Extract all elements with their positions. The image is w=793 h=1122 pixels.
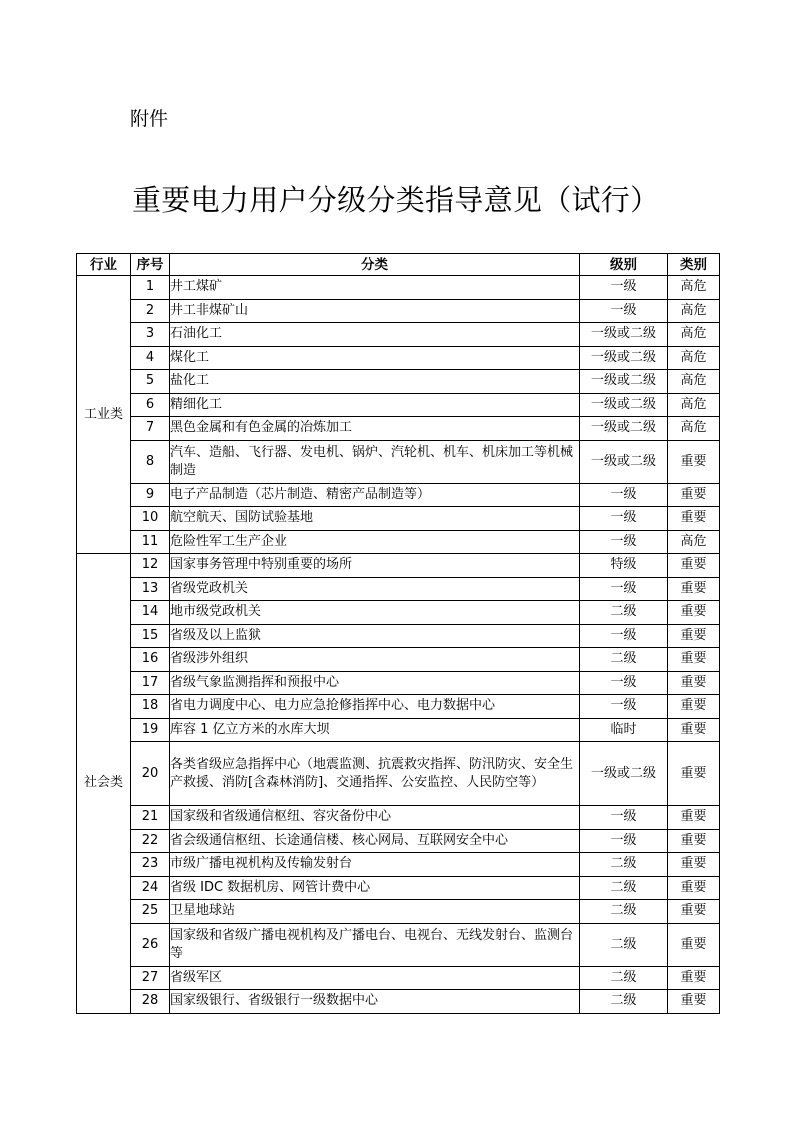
seq-cell: 10 — [131, 507, 170, 531]
category-cell: 危险性军工生产企业 — [170, 530, 580, 554]
category-cell: 井工煤矿 — [170, 276, 580, 300]
table-row — [77, 829, 720, 853]
level-cell: 二级 — [580, 601, 668, 625]
table-row — [77, 601, 720, 625]
level-cell: 一级 — [580, 530, 668, 554]
type-cell: 重要 — [668, 601, 720, 625]
header-seq: 序号 — [131, 254, 170, 276]
type-cell: 重要 — [668, 483, 720, 507]
table-row — [77, 577, 720, 601]
industry-cell: 社会类 — [77, 554, 131, 1014]
category-cell: 国家事务管理中特别重要的场所 — [170, 554, 580, 578]
header-category: 分类 — [170, 254, 580, 276]
level-cell: 二级 — [580, 966, 668, 990]
seq-cell: 21 — [131, 806, 170, 830]
table-row — [77, 923, 720, 966]
header-type: 类别 — [668, 254, 720, 276]
seq-cell: 4 — [131, 346, 170, 370]
header-level: 级别 — [580, 254, 668, 276]
type-cell: 重要 — [668, 695, 720, 719]
level-cell: 一级 — [580, 695, 668, 719]
category-cell: 省级及以上监狱 — [170, 624, 580, 648]
seq-cell: 28 — [131, 990, 170, 1014]
category-cell: 汽车、造船、飞行器、发电机、锅炉、汽轮机、机车、机床加工等机械制造 — [170, 440, 580, 483]
level-cell: 一级 — [580, 671, 668, 695]
seq-cell: 14 — [131, 601, 170, 625]
level-cell: 特级 — [580, 554, 668, 578]
level-cell: 二级 — [580, 648, 668, 672]
type-cell: 重要 — [668, 554, 720, 578]
seq-cell: 15 — [131, 624, 170, 648]
table-row — [77, 276, 720, 300]
type-cell: 重要 — [668, 718, 720, 742]
category-cell: 国家级和省级广播电视机构及广播电台、电视台、无线发射台、监测台等 — [170, 923, 580, 966]
table-row — [77, 742, 720, 806]
level-cell: 一级或二级 — [580, 323, 668, 347]
level-cell: 一级 — [580, 483, 668, 507]
category-cell: 省级气象监测指挥和预报中心 — [170, 671, 580, 695]
type-cell: 高危 — [668, 323, 720, 347]
category-cell: 国家级银行、省级银行一级数据中心 — [170, 990, 580, 1014]
level-cell: 一级 — [580, 276, 668, 300]
category-cell: 省级军区 — [170, 966, 580, 990]
type-cell: 重要 — [668, 900, 720, 924]
level-cell: 一级或二级 — [580, 417, 668, 441]
level-cell: 一级或二级 — [580, 370, 668, 394]
seq-cell: 7 — [131, 417, 170, 441]
table-row — [77, 624, 720, 648]
category-cell: 库容 1 亿立方米的水库大坝 — [170, 718, 580, 742]
category-cell: 精细化工 — [170, 393, 580, 417]
table-row — [77, 853, 720, 877]
seq-cell: 1 — [131, 276, 170, 300]
type-cell: 重要 — [668, 966, 720, 990]
type-cell: 重要 — [668, 806, 720, 830]
table-row — [77, 483, 720, 507]
category-cell: 黑色金属和有色金属的冶炼加工 — [170, 417, 580, 441]
seq-cell: 23 — [131, 853, 170, 877]
level-cell: 临时 — [580, 718, 668, 742]
seq-cell: 5 — [131, 370, 170, 394]
seq-cell: 19 — [131, 718, 170, 742]
level-cell: 二级 — [580, 923, 668, 966]
level-cell: 一级或二级 — [580, 742, 668, 806]
type-cell: 重要 — [668, 624, 720, 648]
category-cell: 井工非煤矿山 — [170, 299, 580, 323]
category-cell: 石油化工 — [170, 323, 580, 347]
industry-cell: 工业类 — [77, 276, 131, 554]
level-cell: 一级 — [580, 507, 668, 531]
table-row — [77, 417, 720, 441]
type-cell: 高危 — [668, 417, 720, 441]
level-cell: 一级 — [580, 299, 668, 323]
type-cell: 重要 — [668, 742, 720, 806]
type-cell: 高危 — [668, 393, 720, 417]
type-cell: 重要 — [668, 577, 720, 601]
classification-table — [76, 253, 720, 1014]
level-cell: 一级 — [580, 577, 668, 601]
table-row — [77, 530, 720, 554]
table-row — [77, 695, 720, 719]
level-cell: 二级 — [580, 876, 668, 900]
level-cell: 一级 — [580, 624, 668, 648]
type-cell: 高危 — [668, 530, 720, 554]
category-cell: 卫星地球站 — [170, 900, 580, 924]
seq-cell: 18 — [131, 695, 170, 719]
type-cell: 重要 — [668, 648, 720, 672]
seq-cell: 25 — [131, 900, 170, 924]
seq-cell: 16 — [131, 648, 170, 672]
seq-cell: 20 — [131, 742, 170, 806]
category-cell: 省会级通信枢纽、长途通信楼、核心网局、互联网安全中心 — [170, 829, 580, 853]
type-cell: 高危 — [668, 346, 720, 370]
table-row — [77, 900, 720, 924]
type-cell: 高危 — [668, 276, 720, 300]
table-row — [77, 370, 720, 394]
table-row — [77, 554, 720, 578]
level-cell: 一级或二级 — [580, 440, 668, 483]
table-body — [77, 276, 720, 1014]
category-cell: 盐化工 — [170, 370, 580, 394]
type-cell: 高危 — [668, 370, 720, 394]
table-row — [77, 718, 720, 742]
seq-cell: 11 — [131, 530, 170, 554]
category-cell: 航空航天、国防试验基地 — [170, 507, 580, 531]
level-cell: 一级 — [580, 829, 668, 853]
annex-label: 附件 — [130, 108, 169, 130]
table-row — [77, 990, 720, 1014]
category-cell: 电子产品制造（芯片制造、精密产品制造等） — [170, 483, 580, 507]
table-row — [77, 440, 720, 483]
seq-cell: 12 — [131, 554, 170, 578]
table-row — [77, 671, 720, 695]
category-cell: 煤化工 — [170, 346, 580, 370]
category-cell: 地市级党政机关 — [170, 601, 580, 625]
table-row — [77, 648, 720, 672]
seq-cell: 22 — [131, 829, 170, 853]
table-row — [77, 507, 720, 531]
seq-cell: 26 — [131, 923, 170, 966]
type-cell: 重要 — [668, 853, 720, 877]
table-row — [77, 806, 720, 830]
type-cell: 高危 — [668, 299, 720, 323]
header-industry: 行业 — [77, 254, 131, 276]
level-cell: 二级 — [580, 900, 668, 924]
type-cell: 重要 — [668, 876, 720, 900]
level-cell: 二级 — [580, 853, 668, 877]
type-cell: 重要 — [668, 440, 720, 483]
seq-cell: 2 — [131, 299, 170, 323]
category-cell: 国家级和省级通信枢纽、容灾备份中心 — [170, 806, 580, 830]
type-cell: 重要 — [668, 507, 720, 531]
table-row — [77, 323, 720, 347]
type-cell: 重要 — [668, 923, 720, 966]
table-row — [77, 346, 720, 370]
seq-cell: 13 — [131, 577, 170, 601]
seq-cell: 6 — [131, 393, 170, 417]
category-cell: 各类省级应急指挥中心（地震监测、抗震救灾指挥、防汛防灾、安全生产救援、消防[含森林消防]、交通指挥、公安监控、人民防空等） — [170, 742, 580, 806]
category-cell: 市级广播电视机构及传输发射台 — [170, 853, 580, 877]
seq-cell: 8 — [131, 440, 170, 483]
type-cell: 重要 — [668, 829, 720, 853]
seq-cell: 24 — [131, 876, 170, 900]
category-cell: 省级涉外组织 — [170, 648, 580, 672]
category-cell: 省级党政机关 — [170, 577, 580, 601]
seq-cell: 17 — [131, 671, 170, 695]
table-header-row — [77, 254, 720, 276]
table-row — [77, 393, 720, 417]
seq-cell: 27 — [131, 966, 170, 990]
level-cell: 一级 — [580, 806, 668, 830]
table-row — [77, 299, 720, 323]
table-row — [77, 966, 720, 990]
seq-cell: 9 — [131, 483, 170, 507]
type-cell: 重要 — [668, 990, 720, 1014]
level-cell: 一级或二级 — [580, 346, 668, 370]
table-row — [77, 876, 720, 900]
level-cell: 一级或二级 — [580, 393, 668, 417]
category-cell: 省电力调度中心、电力应急抢修指挥中心、电力数据中心 — [170, 695, 580, 719]
category-cell: 省级 IDC 数据机房、网管计费中心 — [170, 876, 580, 900]
level-cell: 二级 — [580, 990, 668, 1014]
page-title: 重要电力用户分级分类指导意见（试行） — [132, 183, 660, 217]
seq-cell: 3 — [131, 323, 170, 347]
type-cell: 重要 — [668, 671, 720, 695]
